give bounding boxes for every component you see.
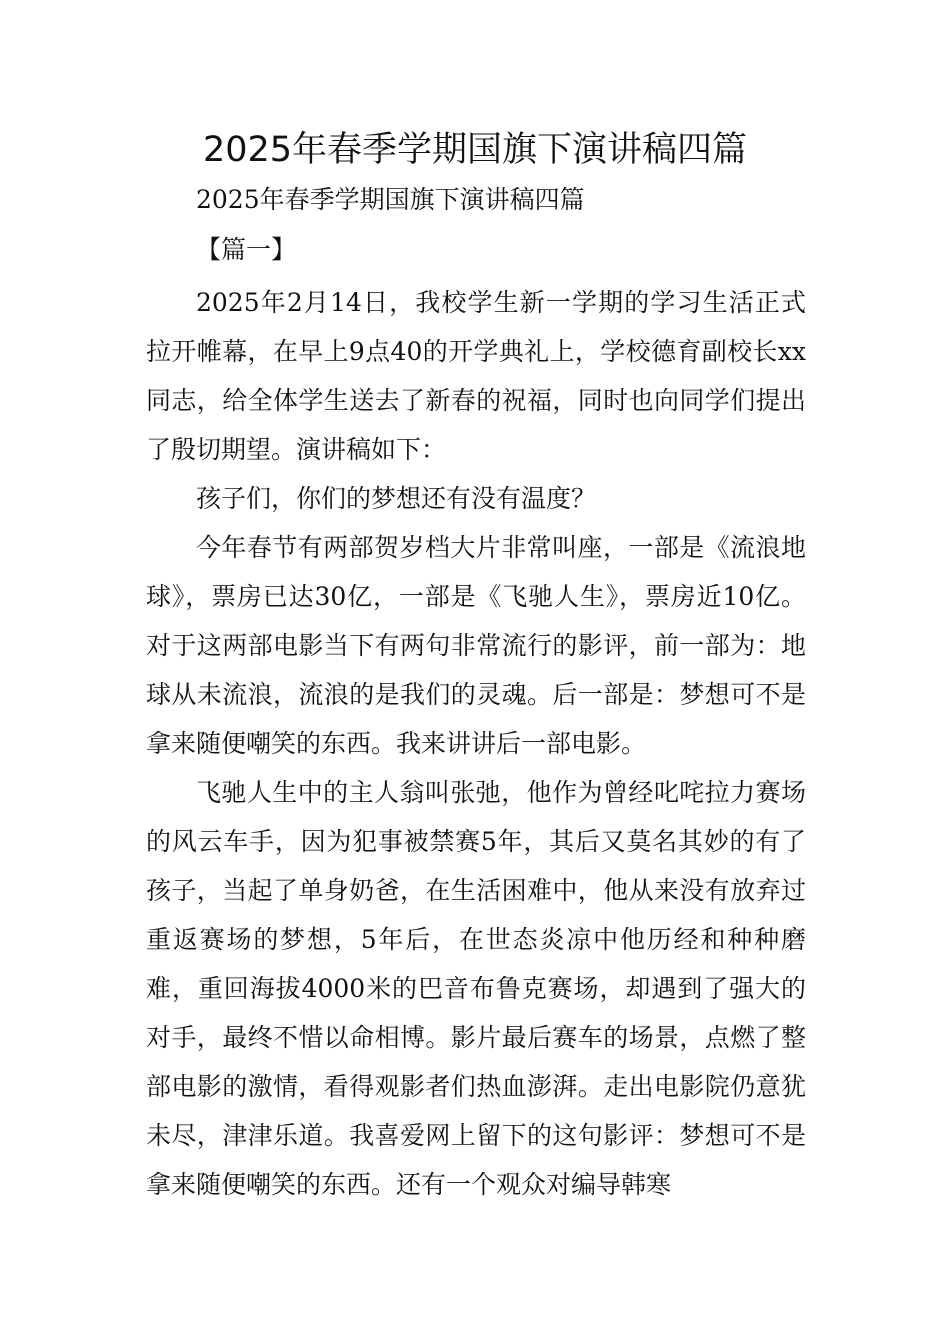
paragraph: 孩子们，你们的梦想还有没有温度？ [196,484,597,513]
body-text [146,278,806,1209]
paragraph: 飞驰人生中的主人翁叫张弛，他作为曾经叱咤拉力赛场的风云车手，因为犯事被禁赛5年，其后又莫名其妙的有了孩子，当起了单身奶爸，在生活困难中，他从来没有放弃过重返赛场的梦想，5年后，在世态炎凉中他历经和种种磨难，重回海拔4000米的巴音布鲁克赛场，却遇到了强大的对手，最终不惜以命相博。影片最后赛车的场景，点燃了整部电影的激情，看得观影者们热血澎湃。走出电影院仍意犹未尽，津津乐道。我喜爱网上留下的这句影评：梦想可不是拿来随便嘲笑的东西。还有一个观众对编导韩寒 [146,778,806,1199]
paragraph: 2025年2月14日，我校学生新一学期的学习生活正式拉开帷幕，在早上9点40的开学典礼上，学校德育副校长xx同志，给全体学生送去了新春的祝福，同时也向同学们提出了殷切期望。演讲稿如下： [146,288,806,464]
paragraph: 今年春节有两部贺岁档大片非常叫座，一部是《流浪地球》，票房已达30亿，一部是《飞驰人生》，票房近10亿。对于这两部电影当下有两句非常流行的影评，前一部为：地球从未流浪，流浪的是我们的灵魂。后一部是：梦想可不是拿来随便嘲笑的东西。我来讲讲后一部电影。 [146,533,806,758]
document-subtitle: 2025年春季学期国旗下演讲稿四篇 [196,185,585,214]
document-title: 2025年春季学期国旗下演讲稿四篇 [202,130,748,170]
section-label: 【篇一】 [196,235,297,264]
